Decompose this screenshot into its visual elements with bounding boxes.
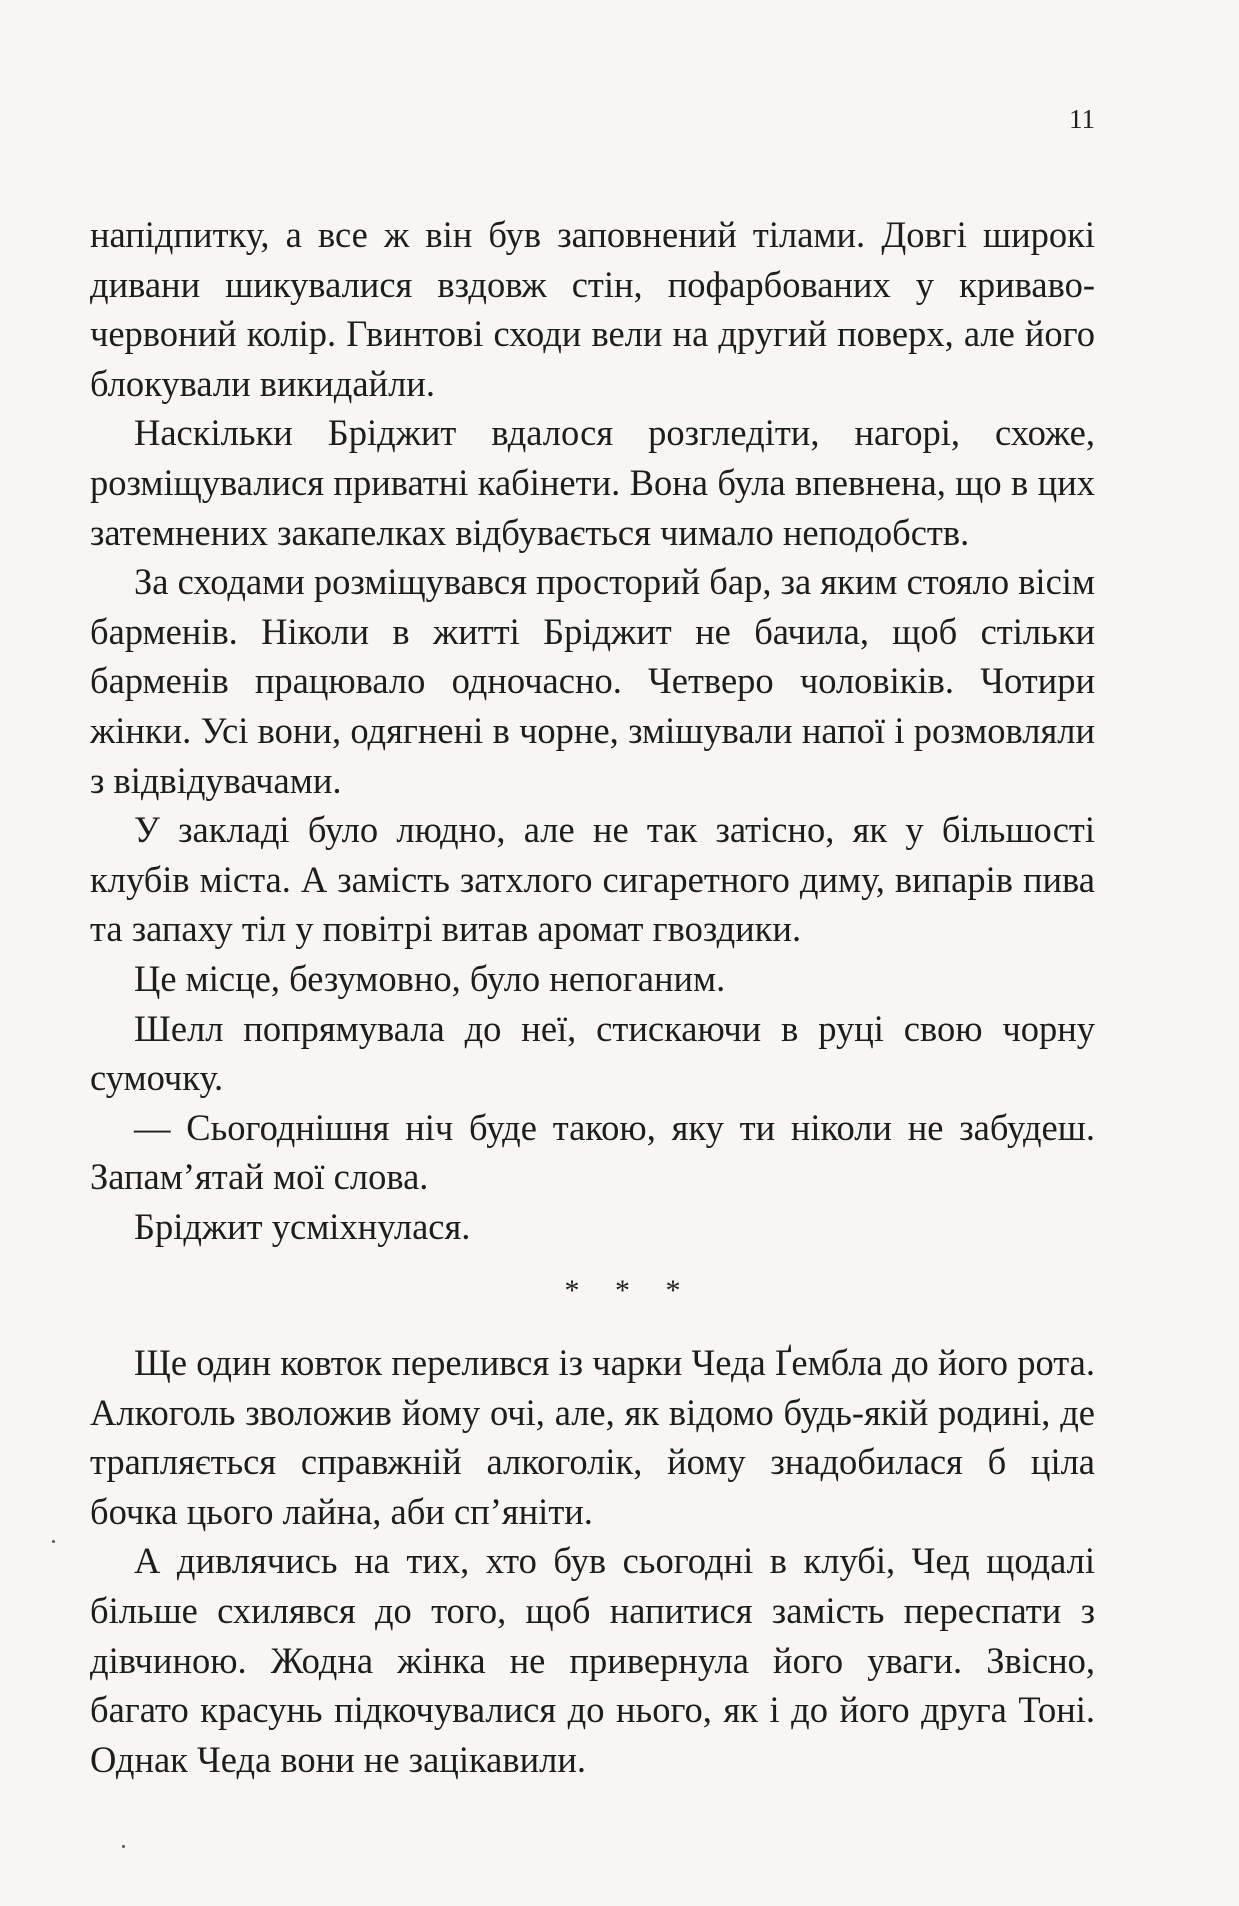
paragraph: Бріджит усміхнулася. [134, 1205, 471, 1247]
paragraph: За сходами розміщувався просторий бар, за яким стояло вісім барменів. Ніколи в житті Бріджит не бачила, щоб стільки барменів працювало одночасно. Четверо чоловіків. Чотири жінки. Усі вони, одягнені в чорне, змішували напої і розмовляли з відвідувачами. [90, 561, 1096, 801]
paragraph: Ще один ковток перелився із чарки Чеда Ґембла до його рота. Алкоголь зволожив йому очі, але, як відомо будь-якій родині, де трапляється справжній алкоголік, йому знадобилася б ціла бочка цього лайна, аби сп’яніти. [90, 1342, 1095, 1532]
paragraph: Наскільки Бріджит вдалося розгледіти, нагорі, схоже, розміщувалися приватні кабінети. Вона була впевнена, що в цих затемнених закапелках відбувається чимало неподобств. [90, 412, 1095, 553]
paragraph: У закладі було людно, але не так затісно, як у більшості клубів міста. А замість затхлого сигаретного диму, випарів пива та запаху тіл у повітрі витав аромат гвоздики. [90, 809, 1095, 950]
section-separator: * * * [564, 1274, 695, 1307]
section-1-text [90, 210, 1095, 1251]
paragraph: А дивлячись на тих, хто був сьогодні в клубі, Чед щодалі більше схилявся до того, щоб напитися замість переспати з дівчиною. Жодна жінка не привернула його уваги. Звісно, багато красунь підкочувалися до нього, як і до його друга Тоні. Однак Чеда вони не зацікавили. [90, 1540, 1095, 1780]
paragraph: Шелл попрямувала до неї, стискаючи в руці свою чорну сумочку. [90, 1007, 1095, 1099]
section-2-text [90, 1338, 1095, 1784]
dialogue-paragraph: — Сьогоднішня ніч буде такою, яку ти ніколи не забудеш. Запам’ятай мої слова. [90, 1106, 1095, 1198]
paragraph: Це місце, безумовно, було непоганим. [134, 957, 726, 999]
paragraph: напідпитку, а все ж він був заповнений тілами. Довгі широкі дивани шикувалися вздовж стін, пофарбованих у криваво-червоний колір. Гвинтові сходи вели на другий поверх, але його блокували викидайли. [90, 214, 1095, 404]
scan-speck [52, 1540, 55, 1543]
scan-speck [122, 1845, 125, 1848]
page-number: 11 [1069, 104, 1095, 134]
